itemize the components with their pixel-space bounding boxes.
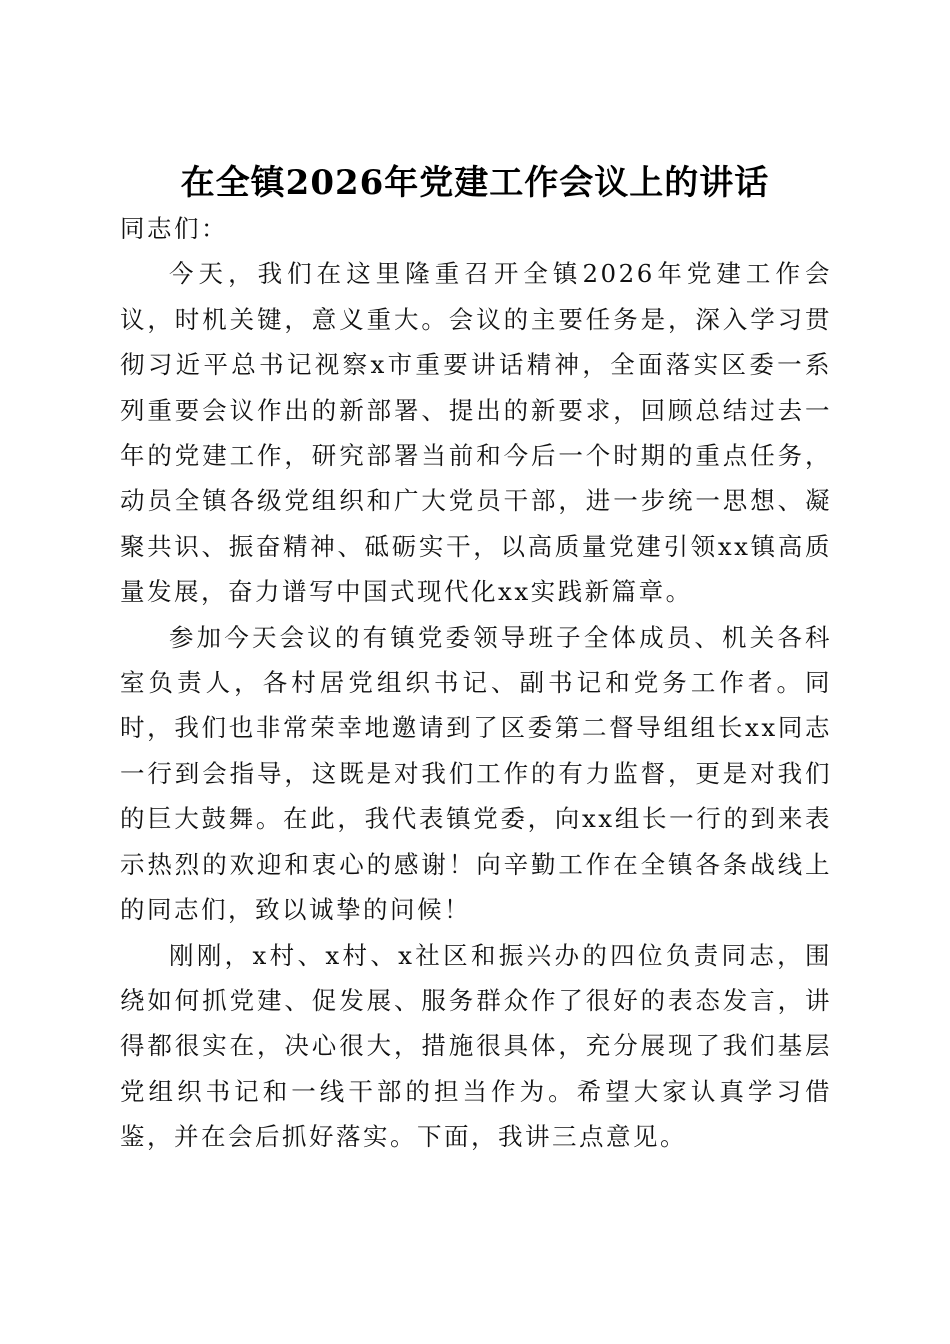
document-body: [120, 206, 832, 1160]
document-title: 在全镇2026年党建工作会议上的讲话: [180, 162, 770, 203]
salutation: 同志们：: [120, 214, 228, 243]
paragraph-opening: 今天，我们在这里隆重召开全镇2026年党建工作会议，时机关键，意义重大。会议的主要任务是，深入学习贯彻习近平总书记视察x市重要讲话精神，全面落实区委一系列重要会议作出的新部署、提出的新要求，回顾总结过去一年的党建工作，研究部署当前和今后一个时期的重点任务，动员全镇各级党组织和广大党员干部，进一步统一思想、凝聚共识、振奋精神、砥砺实干，以高质量党建引领xx镇高质量发展，奋力谱写中国式现代化xx实践新篇章。: [120, 259, 832, 607]
paragraph-attendees: 参加今天会议的有镇党委领导班子全体成员、机关各科室负责人，各村居党组织书记、副书记和党务工作者。同时，我们也非常荣幸地邀请到了区委第二督导组组长xx同志一行到会指导，这既是对我们工作的有力监督，更是对我们的巨大鼓舞。在此，我代表镇党委，向xx组长一行的到来表示热烈的欢迎和衷心的感谢！向辛勤工作在全镇各条战线上的同志们，致以诚挚的问候！: [120, 622, 832, 925]
paragraph-speeches: 刚刚，x村、x村、x社区和振兴办的四位负责同志，围绕如何抓党建、促发展、服务群众作了很好的表态发言，讲得都很实在，决心很大，措施很具体，充分展现了我们基层党组织书记和一线干部的担当作为。希望大家认真学习借鉴，并在会后抓好落实。下面，我讲三点意见。: [120, 940, 832, 1152]
